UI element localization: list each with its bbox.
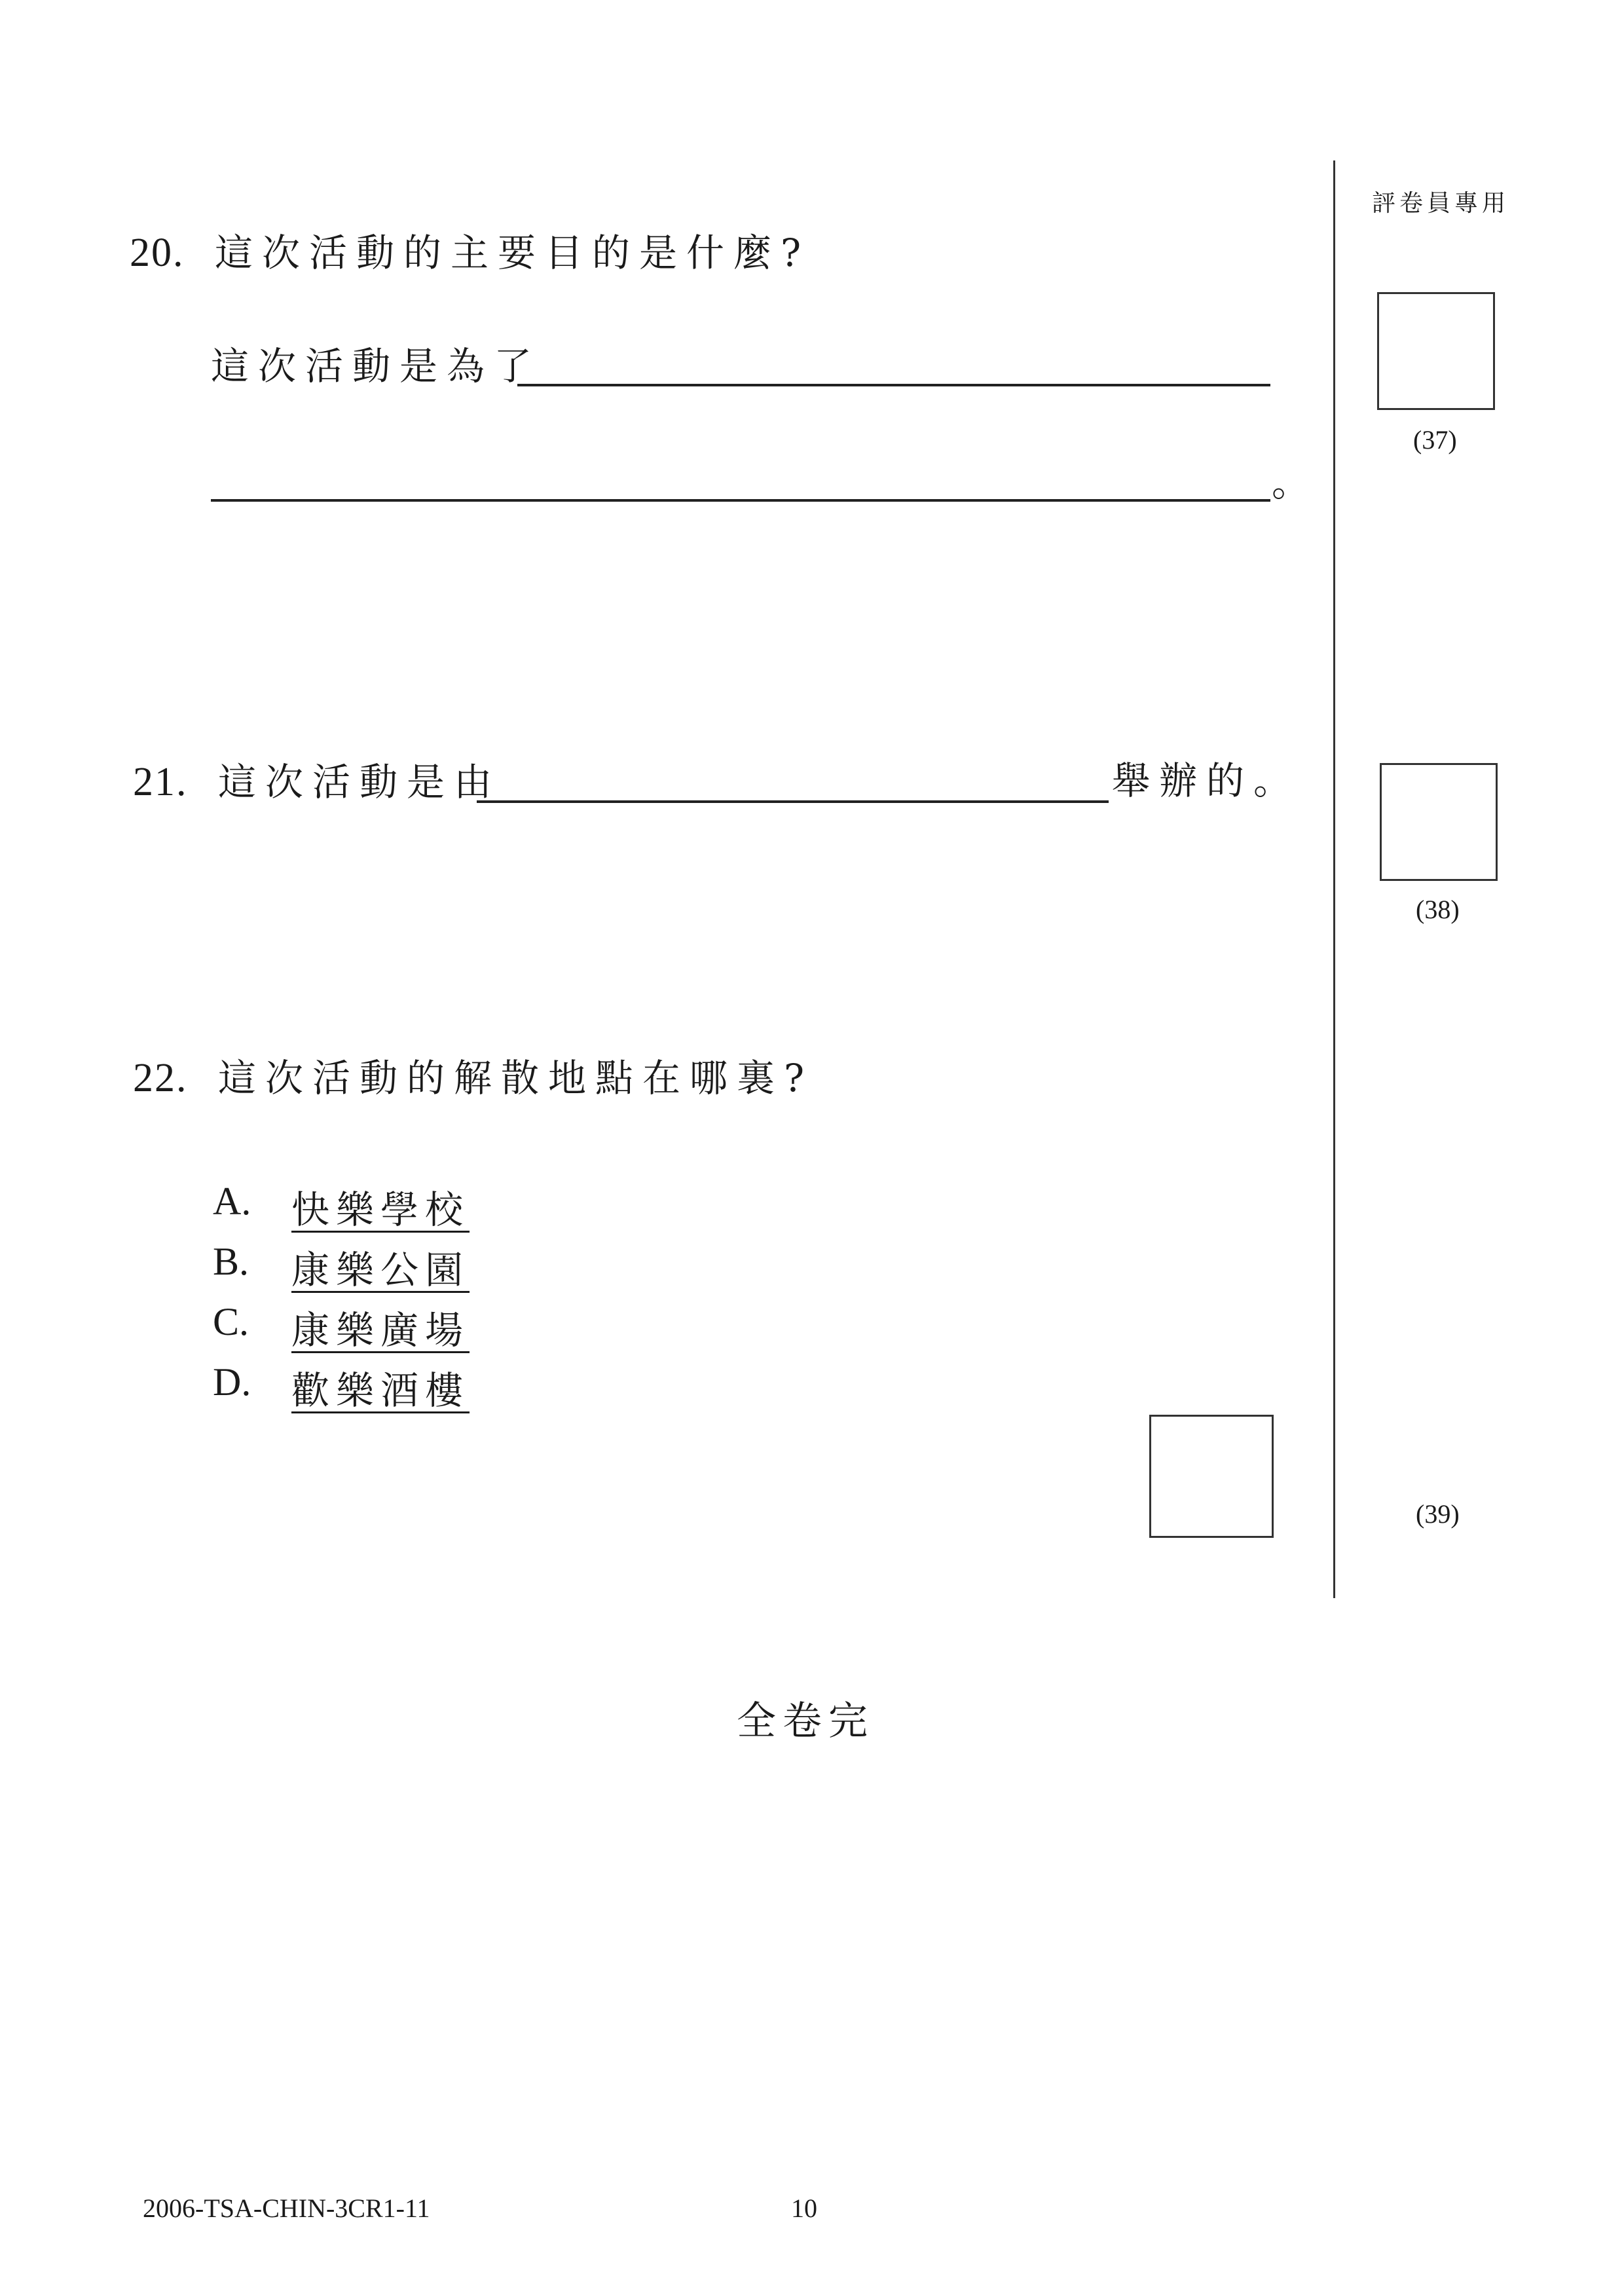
- question-22-number: 22.: [133, 1056, 188, 1100]
- question-20: [130, 233, 810, 273]
- score-box-38[interactable]: [1380, 763, 1498, 881]
- end-of-paper: 全卷完: [737, 1698, 874, 1744]
- option-b-letter: B.: [213, 1240, 249, 1283]
- marker-header: 評卷員專用: [1372, 190, 1510, 217]
- score-box-37[interactable]: [1377, 292, 1495, 410]
- marker-column-divider: [1333, 160, 1335, 1598]
- option-c-text[interactable]: 康樂廣場: [291, 1308, 470, 1353]
- footer-code: 2006-TSA-CHIN-3CR1-11: [143, 2193, 430, 2223]
- question-21-tail: 舉辦的。: [1112, 758, 1301, 803]
- option-a-text[interactable]: 快樂學校: [291, 1187, 470, 1232]
- answer-box-22[interactable]: [1149, 1415, 1274, 1538]
- question-22: [133, 1058, 813, 1098]
- question-21-answer-line[interactable]: [477, 800, 1109, 803]
- question-20-answer-lead: 這次活動是為了: [211, 344, 542, 388]
- question-21: [133, 762, 501, 802]
- question-20-answer-line-2[interactable]: [211, 499, 1270, 502]
- question-20-prompt: 這次活動的主要目的是什麼?: [214, 231, 811, 275]
- question-22-prompt: 這次活動的解散地點在哪裏?: [217, 1056, 814, 1100]
- score-label-39: (39): [1416, 1499, 1460, 1529]
- question-20-answer-end: 。: [1272, 460, 1310, 505]
- option-d-text[interactable]: 歡樂酒樓: [291, 1368, 470, 1413]
- question-20-number: 20.: [130, 231, 185, 275]
- page-number: 10: [791, 2193, 817, 2223]
- question-20-answer-line-1[interactable]: [517, 384, 1270, 386]
- option-b-text[interactable]: 康樂公園: [291, 1248, 470, 1292]
- question-21-lead: 這次活動是由: [217, 760, 501, 804]
- option-c-letter: C.: [213, 1300, 249, 1343]
- score-label-38: (38): [1416, 895, 1460, 924]
- score-label-37: (37): [1413, 425, 1457, 455]
- question-21-number: 21.: [133, 760, 188, 804]
- option-d-letter: D.: [213, 1360, 251, 1404]
- option-a-letter: A.: [213, 1180, 251, 1223]
